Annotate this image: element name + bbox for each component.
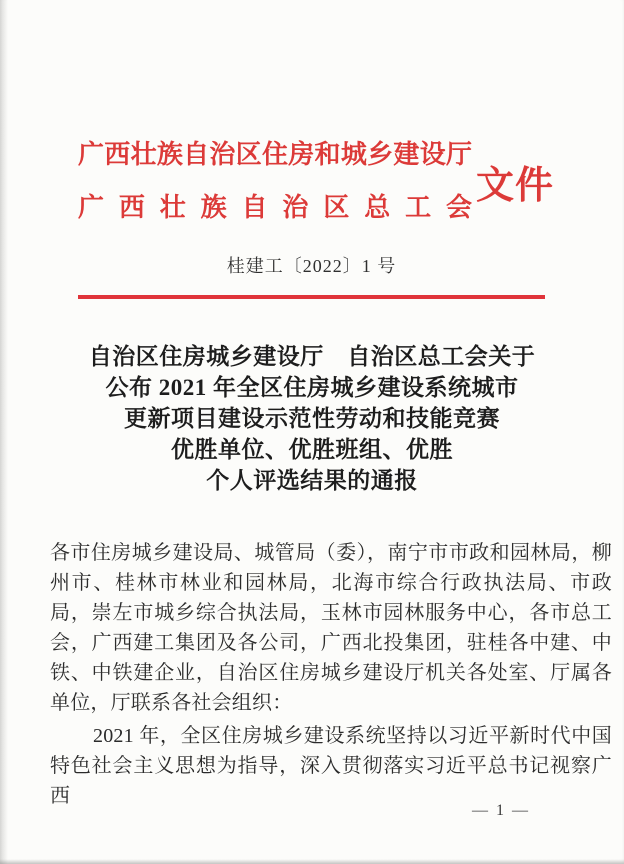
document-title (32, 341, 592, 496)
recipients-paragraph: 各市住房城乡建设局、城管局（委），南宁市市政和园林局，柳州市、桂林市林业和园林局，北海市综合行政执法局、市政局，崇左市城乡综合执法局，玉林市园林服务中心，各市总工会，广西建工集团及各公司，广西北投集团，驻桂各中建、中铁、中铁建企业，自治区住房城乡建设厅机关各处室、厅属各单位，厅联系各社会组织： (50, 542, 612, 714)
title-line-3: 更新项目建设示范性劳动和技能竞赛 (124, 406, 500, 431)
title-line-4: 优胜单位、优胜班组、优胜 (171, 437, 453, 462)
document-body (50, 538, 612, 811)
document-type-label: 文件 (476, 164, 555, 207)
scan-edge-left (0, 0, 8, 864)
title-line-1: 自治区住房城乡建设厅 自治区总工会关于 (88, 344, 536, 369)
issuing-agencies (78, 128, 472, 234)
scan-edge-bottom (0, 859, 624, 864)
page-number: — 1 — (472, 802, 530, 819)
agency-name-trade-union: 广西壮族自治区总工会 (78, 193, 472, 222)
agency-name-housing-dept: 广西壮族自治区住房和城乡建设厅 (78, 140, 472, 169)
red-separator-line (78, 295, 545, 299)
letterhead (78, 128, 556, 234)
body-paragraph-1: 2021 年，全区住房城乡建设系统坚持以习近平新时代中国特色社会主义思想为指导，深入贯彻落实习近平总书记视察广西 (50, 725, 612, 807)
title-line-2: 公布 2021 年全区住房城乡建设系统城市 (105, 375, 519, 400)
title-line-5: 个人评选结果的通报 (206, 468, 418, 493)
document-reference-number: 桂建工〔2022〕1 号 (226, 256, 397, 276)
